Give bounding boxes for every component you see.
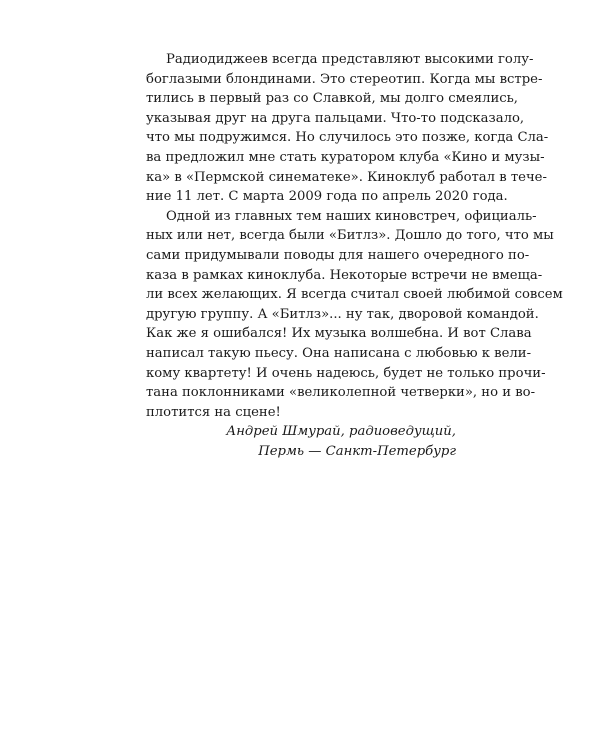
text-line: Одной из главных тем наших киновстреч, официаль- bbox=[166, 208, 537, 224]
text-line: боглазыми блондинами. Это стереотип. Когда мы встре- bbox=[146, 71, 543, 87]
text-line: указывая друг на друга пальцами. Что-то подсказало, bbox=[146, 110, 525, 126]
text-line: ли всех желающих. Я всегда считал своей любимой совсем bbox=[146, 287, 563, 303]
text-line: Радиодиджеев всегда представляют высокими голу- bbox=[166, 52, 534, 67]
author-signature bbox=[146, 422, 456, 461]
text-line: плотится на сцене! bbox=[146, 404, 281, 420]
text-line: написал такую пьесу. Она написана с любовью к вели- bbox=[146, 345, 532, 361]
paragraph-1 bbox=[146, 50, 549, 207]
text-line: тана поклонниками «великолепной четверки», но и во- bbox=[146, 385, 536, 401]
text-line: каза в рамках киноклуба. Некоторые встречи не вмеща- bbox=[146, 267, 543, 283]
text-line: Как же я ошибался! Их музыка волшебна. И вот Слава bbox=[146, 326, 532, 342]
text-line: другую группу. А «Битлз»... ну так, дворовой командой. bbox=[146, 306, 539, 322]
paragraph-2 bbox=[146, 207, 563, 423]
text-line: кому квартету! И очень надеюсь, будет не только прочи- bbox=[146, 365, 546, 381]
text-line: ных или нет, всегда были «Битлз». Дошло до того, что мы bbox=[146, 228, 554, 244]
signature-author-line: Андрей Шмурай, радиоведущий, bbox=[226, 424, 456, 440]
text-line: ние 11 лет. С марта 2009 года по апрель 2020 года. bbox=[146, 189, 508, 205]
text-line: сами придумывали поводы для нашего очередного по- bbox=[146, 247, 530, 263]
signature-place-line: Пермь — Санкт-Петербург bbox=[258, 443, 456, 459]
text-line: ка» в «Пермской синематеке». Киноклуб работал в тече- bbox=[146, 169, 547, 185]
text-line: ва предложил мне стать куратором клуба «Кино и музы- bbox=[146, 149, 545, 165]
text-line: что мы подружимся. Но случилось это позже, когда Сла- bbox=[146, 130, 549, 146]
foreword-text-block bbox=[146, 50, 563, 461]
text-line: тились в первый раз со Славкой, мы долго смеялись, bbox=[146, 91, 518, 107]
